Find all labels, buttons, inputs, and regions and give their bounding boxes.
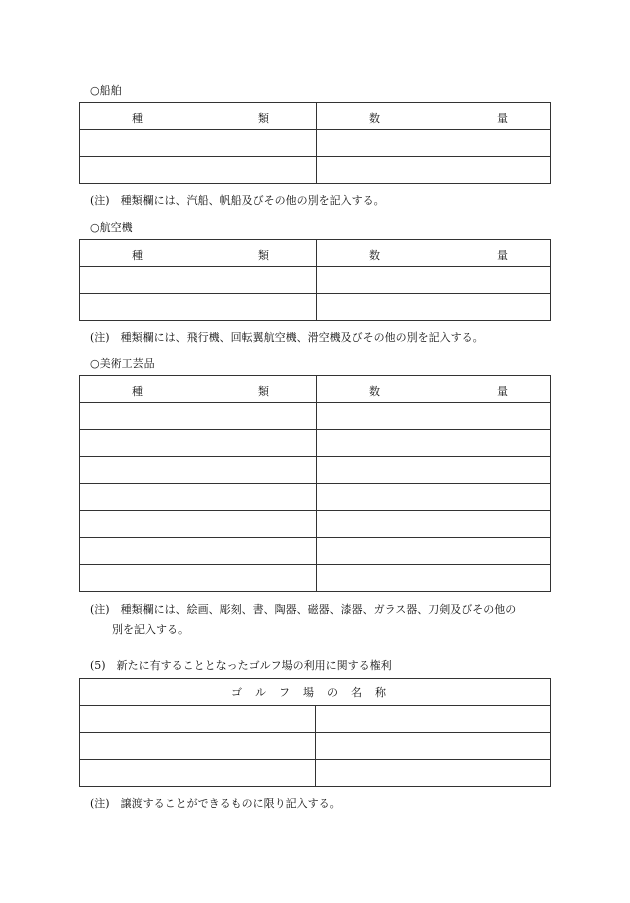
quantity-cell[interactable] xyxy=(317,538,551,565)
kind-header-char-1: 種 xyxy=(132,249,143,262)
table-header-row xyxy=(80,679,551,706)
table-row xyxy=(80,403,551,430)
quantity-cell[interactable] xyxy=(317,403,551,430)
golf-cell-left[interactable] xyxy=(80,706,316,733)
quantity-cell[interactable] xyxy=(317,157,551,184)
table-row xyxy=(80,484,551,511)
aircraft-heading: ○航空機 xyxy=(90,221,133,234)
quantity-header-char-2: 量 xyxy=(497,112,508,125)
golf-cell-right[interactable] xyxy=(315,760,551,787)
quantity-header xyxy=(317,240,551,267)
golf-section-title: (5) 新たに有することとなったゴルフ場の利用に関する権利 xyxy=(90,659,392,672)
table-row xyxy=(80,511,551,538)
ships-note: (注) 種類欄には、汽船、帆船及びその他の別を記入する。 xyxy=(90,194,385,207)
table-row xyxy=(80,294,551,321)
table-header-row xyxy=(80,376,551,403)
quantity-cell[interactable] xyxy=(317,267,551,294)
kind-cell[interactable] xyxy=(80,538,317,565)
table-row xyxy=(80,565,551,592)
table-row xyxy=(80,733,551,760)
golf-cell-left[interactable] xyxy=(80,733,316,760)
kind-header-char-1: 種 xyxy=(132,385,143,398)
quantity-header-char-1: 数 xyxy=(369,385,380,398)
table-row xyxy=(80,760,551,787)
quantity-cell[interactable] xyxy=(317,130,551,157)
quantity-header xyxy=(317,376,551,403)
quantity-cell[interactable] xyxy=(317,484,551,511)
ships-heading: ○船舶 xyxy=(90,84,122,97)
quantity-cell[interactable] xyxy=(317,294,551,321)
table-row xyxy=(80,538,551,565)
golf-note: (注) 譲渡することができるものに限り記入する。 xyxy=(90,797,341,810)
quantity-header-char-2: 量 xyxy=(497,385,508,398)
kind-cell[interactable] xyxy=(80,430,317,457)
kind-cell[interactable] xyxy=(80,565,317,592)
golf-cell-left[interactable] xyxy=(80,760,316,787)
table-row xyxy=(80,706,551,733)
kind-header xyxy=(80,240,317,267)
kind-header-char-2: 類 xyxy=(258,385,269,398)
kind-cell[interactable] xyxy=(80,157,317,184)
arts-heading: ○美術工芸品 xyxy=(90,357,155,370)
kind-cell[interactable] xyxy=(80,403,317,430)
quantity-header-char-1: 数 xyxy=(369,112,380,125)
quantity-cell[interactable] xyxy=(317,511,551,538)
golf-course-name-header: ゴルフ場の名称 xyxy=(80,679,551,706)
table-header-row xyxy=(80,103,551,130)
kind-header-char-1: 種 xyxy=(132,112,143,125)
quantity-header-char-2: 量 xyxy=(497,249,508,262)
golf-cell-right[interactable] xyxy=(315,706,551,733)
quantity-header xyxy=(317,103,551,130)
table-row xyxy=(80,130,551,157)
quantity-cell[interactable] xyxy=(317,565,551,592)
quantity-cell[interactable] xyxy=(317,430,551,457)
arts-note-line-2: 別を記入する。 xyxy=(112,623,189,636)
kind-header-char-2: 類 xyxy=(258,112,269,125)
table-row xyxy=(80,267,551,294)
arts-note-line-1: (注) 種類欄には、絵画、彫刻、書、陶器、磁器、漆器、ガラス器、刀剣及びその他の xyxy=(90,603,517,616)
aircraft-note: (注) 種類欄には、飛行機、回転翼航空機、滑空機及びその他の別を記入する。 xyxy=(90,331,484,344)
arts-table xyxy=(79,375,551,592)
kind-cell[interactable] xyxy=(80,484,317,511)
golf-cell-right[interactable] xyxy=(315,733,551,760)
kind-cell[interactable] xyxy=(80,267,317,294)
kind-header-char-2: 類 xyxy=(258,249,269,262)
quantity-cell[interactable] xyxy=(317,457,551,484)
kind-cell[interactable] xyxy=(80,511,317,538)
ships-table xyxy=(79,102,551,184)
quantity-header-char-1: 数 xyxy=(369,249,380,262)
table-row xyxy=(80,430,551,457)
table-header-row xyxy=(80,240,551,267)
kind-cell[interactable] xyxy=(80,457,317,484)
kind-cell[interactable] xyxy=(80,130,317,157)
aircraft-table xyxy=(79,239,551,321)
kind-header xyxy=(80,376,317,403)
table-row xyxy=(80,457,551,484)
kind-cell[interactable] xyxy=(80,294,317,321)
golf-table xyxy=(79,678,551,787)
kind-header xyxy=(80,103,317,130)
table-row xyxy=(80,157,551,184)
